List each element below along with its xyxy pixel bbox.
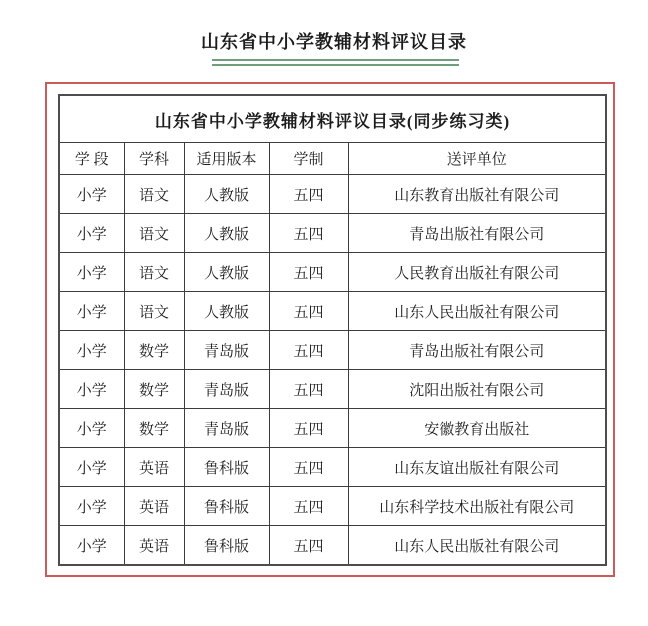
table-cell: 语文	[124, 292, 184, 331]
table-cell: 人教版	[184, 253, 269, 292]
table-cell: 青岛版	[184, 409, 269, 448]
table-row	[59, 292, 606, 331]
table-cell: 五四	[269, 175, 348, 214]
table-row	[59, 331, 606, 370]
table-cell: 青岛版	[184, 331, 269, 370]
table-cell: 青岛出版社有限公司	[348, 331, 606, 370]
table-cell: 沈阳出版社有限公司	[348, 370, 606, 409]
table-cell: 山东科学技术出版社有限公司	[348, 487, 606, 526]
table-cell: 青岛版	[184, 370, 269, 409]
table-cell: 英语	[124, 526, 184, 566]
table-cell: 小学	[59, 253, 124, 292]
table-cell: 五四	[269, 487, 348, 526]
table-caption-row	[59, 95, 606, 143]
table-cell: 五四	[269, 292, 348, 331]
table-cell: 人教版	[184, 214, 269, 253]
column-header-4: 送评单位	[348, 143, 606, 175]
table-row	[59, 409, 606, 448]
column-header-1: 学科	[124, 143, 184, 175]
page	[0, 28, 648, 577]
table-cell: 山东人民出版社有限公司	[348, 292, 606, 331]
table-cell: 小学	[59, 331, 124, 370]
column-header-3: 学制	[269, 143, 348, 175]
table-cell: 山东人民出版社有限公司	[348, 526, 606, 566]
table-cell: 小学	[59, 370, 124, 409]
table-cell: 人民教育出版社有限公司	[348, 253, 606, 292]
table-row	[59, 175, 606, 214]
table-cell: 五四	[269, 409, 348, 448]
table-cell: 五四	[269, 526, 348, 566]
table-cell: 鲁科版	[184, 487, 269, 526]
table-cell: 五四	[269, 448, 348, 487]
table-cell: 人教版	[184, 175, 269, 214]
table-cell: 鲁科版	[184, 526, 269, 566]
table-cell: 语文	[124, 175, 184, 214]
table-cell: 五四	[269, 331, 348, 370]
table-cell: 小学	[59, 175, 124, 214]
table-cell: 小学	[59, 214, 124, 253]
table-cell: 小学	[59, 526, 124, 566]
table-cell: 英语	[124, 487, 184, 526]
table-cell: 小学	[59, 487, 124, 526]
table-cell: 人教版	[184, 292, 269, 331]
table-row	[59, 487, 606, 526]
table-row	[59, 370, 606, 409]
table-row	[59, 526, 606, 566]
table-cell: 小学	[59, 448, 124, 487]
table-body	[59, 175, 606, 566]
table-cell: 五四	[269, 253, 348, 292]
catalog-table	[58, 94, 607, 566]
table-caption: 山东省中小学教辅材料评议目录(同步练习类)	[59, 95, 606, 143]
table-cell: 安徽教育出版社	[348, 409, 606, 448]
table-cell: 数学	[124, 370, 184, 409]
table-cell: 山东教育出版社有限公司	[348, 175, 606, 214]
table-cell: 数学	[124, 331, 184, 370]
table-header-row	[59, 143, 606, 175]
table-cell: 五四	[269, 214, 348, 253]
table-cell: 青岛出版社有限公司	[348, 214, 606, 253]
red-frame	[45, 82, 615, 577]
title-double-underline	[212, 59, 459, 66]
table-row	[59, 214, 606, 253]
column-header-2: 适用版本	[184, 143, 269, 175]
table-cell: 语文	[124, 253, 184, 292]
table-cell: 五四	[269, 370, 348, 409]
table-cell: 山东友谊出版社有限公司	[348, 448, 606, 487]
table-cell: 鲁科版	[184, 448, 269, 487]
table-row	[59, 448, 606, 487]
page-title: 山东省中小学教辅材料评议目录	[201, 32, 467, 52]
table-cell: 小学	[59, 409, 124, 448]
table-cell: 英语	[124, 448, 184, 487]
column-header-0: 学 段	[59, 143, 124, 175]
table-row	[59, 253, 606, 292]
table-cell: 小学	[59, 292, 124, 331]
table-cell: 数学	[124, 409, 184, 448]
table-cell: 语文	[124, 214, 184, 253]
